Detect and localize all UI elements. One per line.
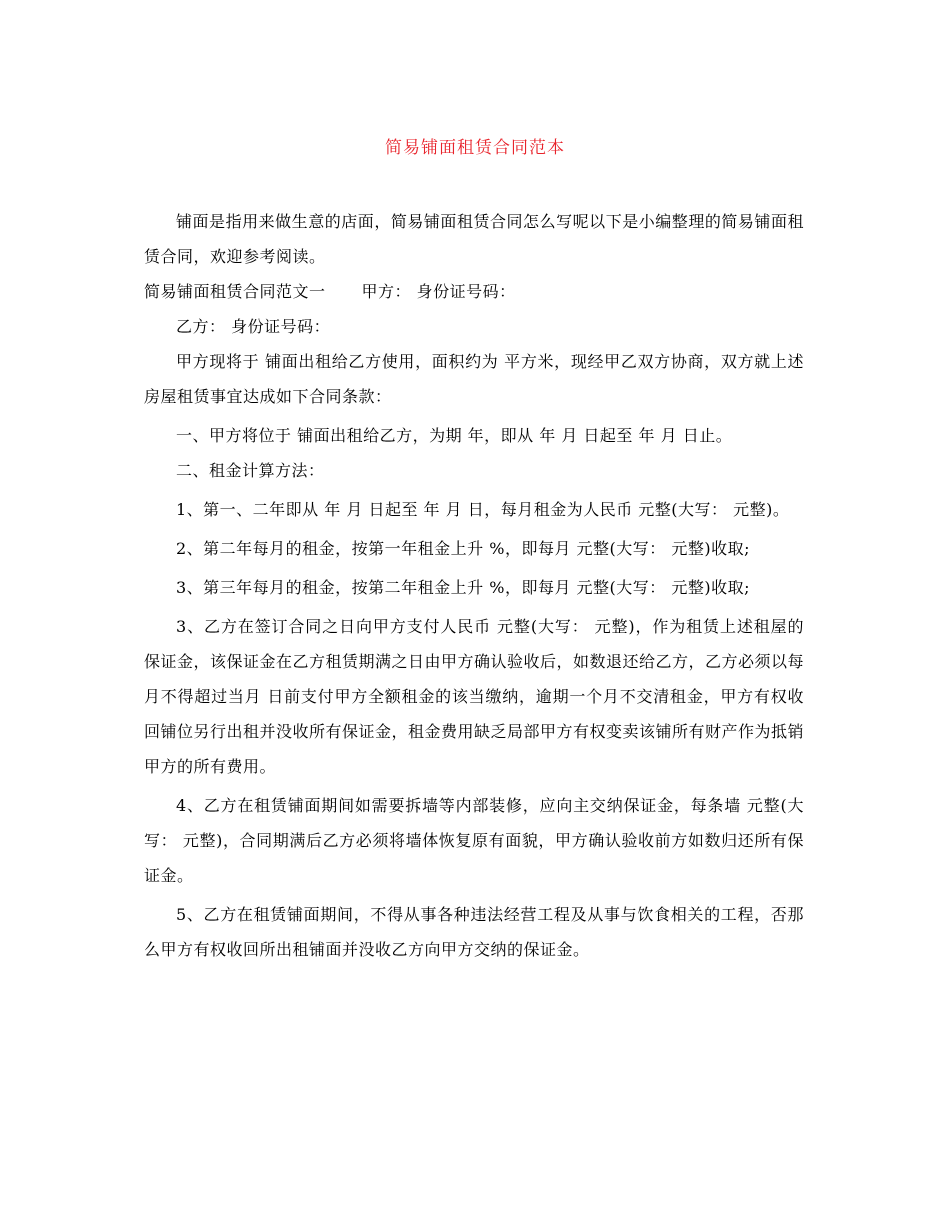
intro-paragraph: 铺面是指用来做生意的店面，简易铺面租赁合同怎么写呢以下是小编整理的简易铺面租赁合同，欢迎参考阅读。 [144, 212, 804, 266]
clause-paragraph: 3、乙方在签订合同之日向甲方支付人民币 元整(大写： 元整)，作为租赁上述租屋的保证金，该保证金在乙方租赁期满之日由甲方确认验收后，如数退还给乙方，乙方必须以每月不得超过当月 日前支付甲方全额租金的该当缴纳，逾期一个月不交清租金，甲方有权收回铺位另行出租并没收所有保证金，租金费用缺乏局部甲方有权变卖该铺所有财产作为抵销甲方的所有费用。 [144, 617, 805, 776]
sample-heading-line [144, 274, 804, 309]
sample-heading: 简易铺面租赁合同范文一 [144, 282, 326, 301]
clause-paragraph: 一、甲方将位于 铺面出租给乙方，为期 年，即从 年 月 日起至 年 月 日止。 [176, 426, 733, 445]
clause-paragraph: 甲方现将于 铺面出租给乙方使用，面积约为 平方米，现经甲乙双方协商，双方就上述房屋租赁事宜达成如下合同条款： [144, 352, 804, 406]
clause-paragraph: 二、租金计算方法： [176, 461, 325, 480]
clause-paragraph: 4、乙方在租赁铺面期间如需要拆墙等内部装修，应向主交纳保证金，每条墙 元整(大写： 元整)，合同期满后乙方必须将墙体恢复原有面貌，甲方确认验收前方如数归还所有保证金。 [144, 796, 804, 885]
clause-paragraph: 2、第二年每月的租金，按第一年租金上升 %，即每月 元整(大写： 元整)收取; [176, 539, 751, 558]
clause-paragraph: 5、乙方在租赁铺面期间，不得从事各种违法经营工程及从事与饮食相关的工程，否那么甲方有权收回所出租铺面并没收乙方向甲方交纳的保证金。 [144, 905, 804, 959]
document-title: 简易铺面租赁合同范本 [385, 138, 565, 158]
party-a-line: 甲方： 身份证号码： [361, 282, 516, 301]
document-body [144, 204, 804, 967]
clause-paragraph: 3、第三年每月的租金，按第二年租金上升 %，即每月 元整(大写： 元整)收取; [176, 578, 751, 597]
clause-paragraph: 1、第一、二年即从 年 月 日起至 年 月 日，每月租金为人民币 元整(大写： 元整)。 [176, 500, 790, 519]
party-b-line: 乙方： 身份证号码： [176, 317, 331, 336]
